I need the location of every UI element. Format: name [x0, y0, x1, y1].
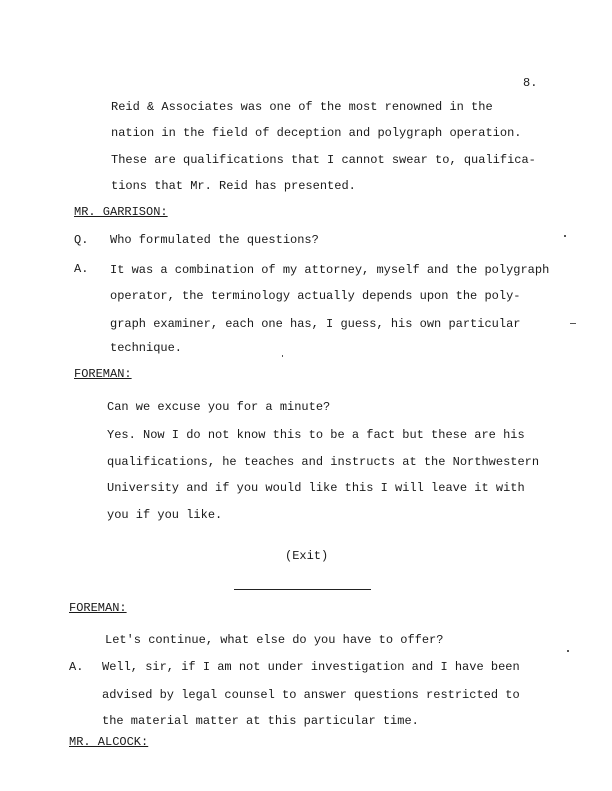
- answer-line: It was a combination of my attorney, myself and the polygraph: [110, 263, 550, 277]
- paragraph-line: These are qualifications that I cannot swear to, qualifica-: [111, 153, 536, 167]
- answer-line: Well, sir, if I am not under investigation and I have been: [102, 660, 520, 674]
- answer-line: technique.: [110, 341, 183, 355]
- paragraph-line: Reid & Associates was one of the most renowned in the: [111, 100, 493, 114]
- paragraph-line: tions that Mr. Reid has presented.: [111, 179, 356, 193]
- exit-note: (Exit): [285, 549, 329, 563]
- answer-marker: A.: [69, 660, 84, 674]
- answer-line: advised by legal counsel to answer questions restricted to: [102, 688, 520, 702]
- foreman-question: Let's continue, what else do you have to offer?: [105, 633, 444, 647]
- question-text: Who formulated the questions?: [110, 233, 319, 247]
- speaker-label: FOREMAN:: [69, 601, 127, 615]
- paragraph-line: qualifications, he teaches and instructs at the Northwestern: [107, 455, 540, 469]
- speaker-label: FOREMAN:: [74, 367, 132, 381]
- paragraph-line: you if you like.: [107, 508, 223, 522]
- answer-marker: A.: [74, 262, 89, 276]
- scan-speck: [570, 323, 576, 324]
- page-number: 8.: [523, 76, 538, 90]
- section-divider: [234, 589, 371, 590]
- speaker-label: MR. ALCOCK:: [69, 735, 149, 749]
- foreman-question: Can we excuse you for a minute?: [107, 400, 331, 414]
- paragraph-line: Yes. Now I do not know this to be a fact but these are his: [107, 428, 525, 442]
- scan-speck: [282, 355, 283, 357]
- answer-line: the material matter at this particular time.: [102, 714, 419, 728]
- scan-speck: [567, 650, 569, 652]
- paragraph-line: University and if you would like this I will leave it with: [107, 481, 525, 495]
- scan-speck: [564, 235, 566, 237]
- speaker-label: MR. GARRISON:: [74, 205, 168, 219]
- answer-line: graph examiner, each one has, I guess, his own particular: [110, 317, 521, 331]
- paragraph-line: nation in the field of deception and polygraph operation.: [111, 126, 522, 140]
- answer-line: operator, the terminology actually depends upon the poly-: [110, 289, 521, 303]
- question-marker: Q.: [74, 233, 89, 247]
